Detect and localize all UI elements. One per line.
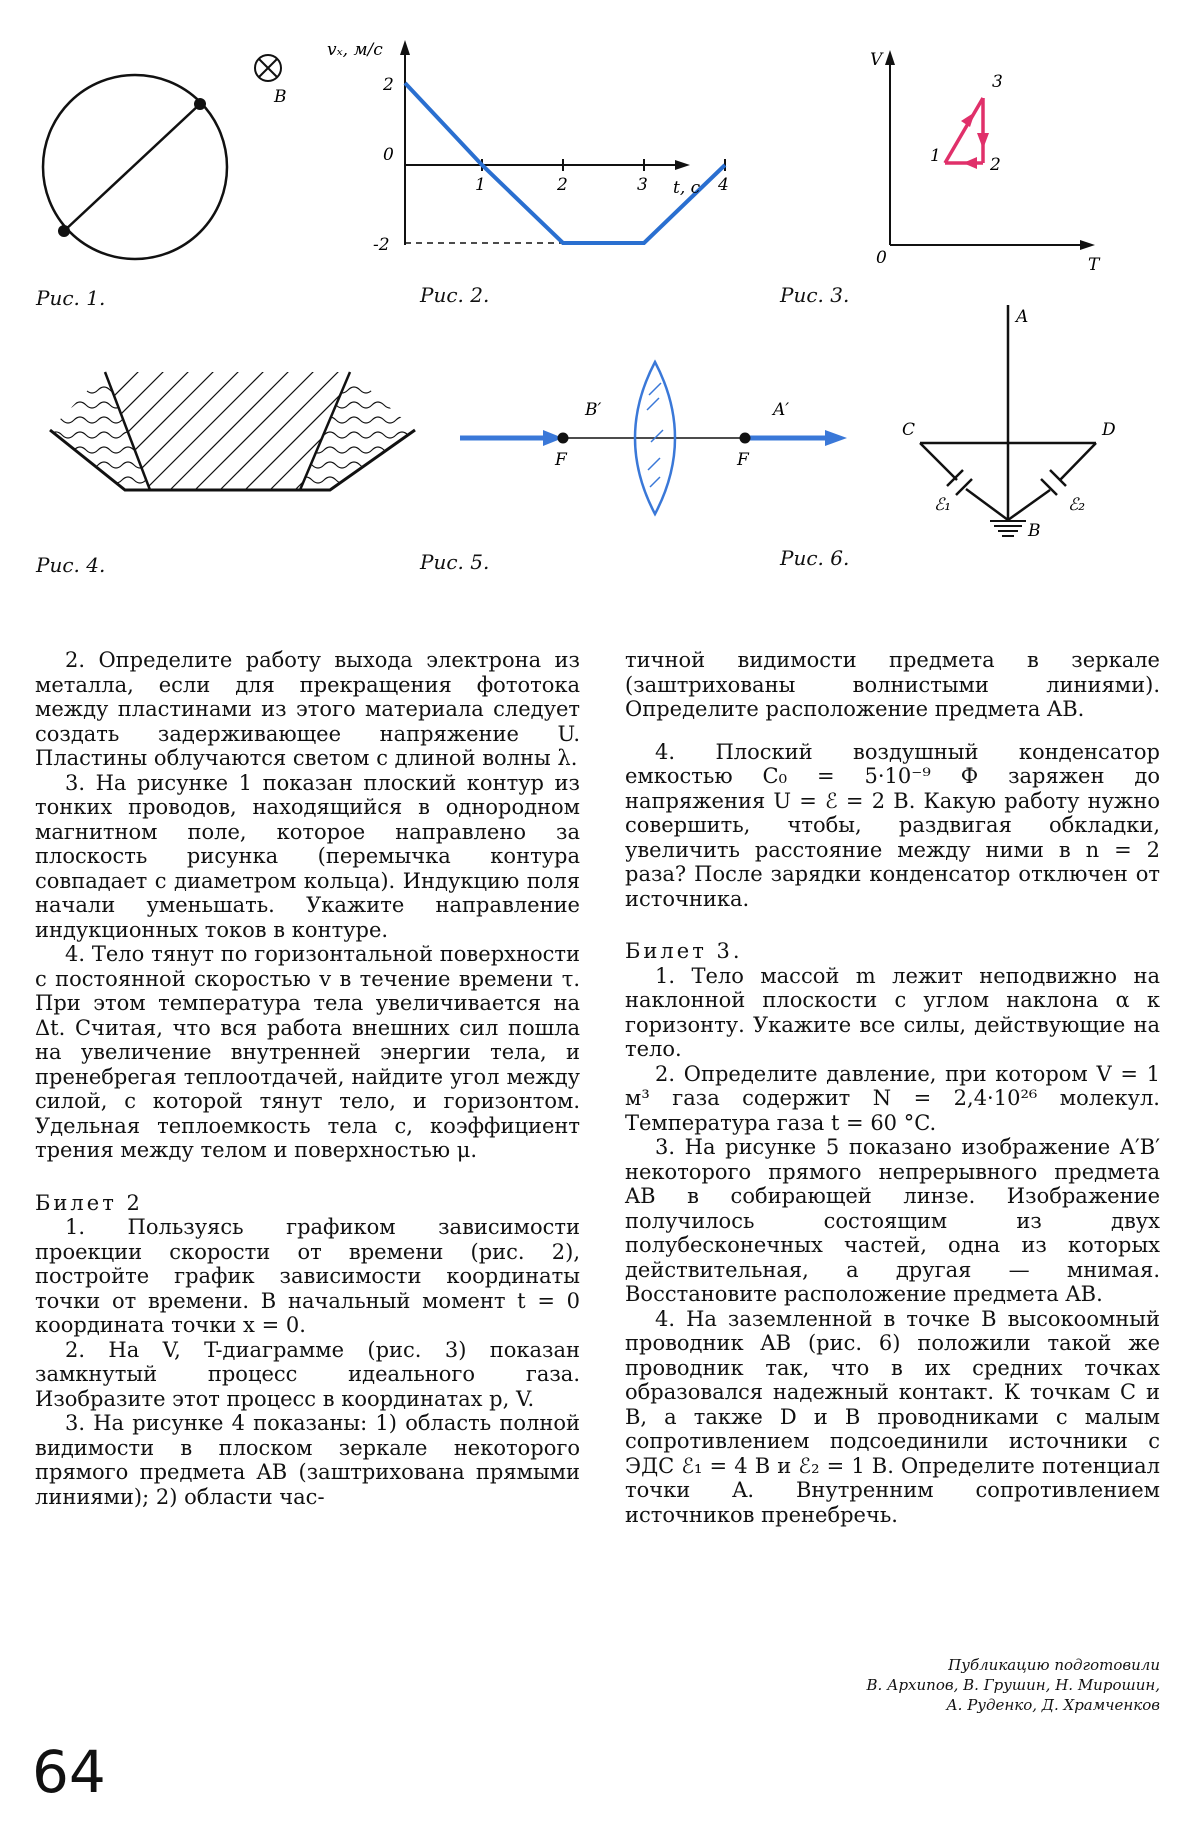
wire-d-to-b-part2 <box>1008 490 1050 520</box>
ticket-3-problem-2: 2. Определите давление, при котором V = 1 м³ газа содержит N = 2,4·10²⁶ молекул. Температура газа t = 60 °C. <box>625 1061 1160 1135</box>
y-tick-minus-2: -2 <box>373 235 390 255</box>
t-axis-label: T <box>1088 255 1100 275</box>
cycle-arrow-2-1 <box>963 157 977 169</box>
right-column <box>625 648 1160 1527</box>
label-c: C <box>902 420 916 440</box>
ticket-2-problem-2: 2. На V, T-диаграмме (рис. 3) показан замкнутый процесс идеального газа. Изобразите этот процесс в координатах p, V. <box>35 1337 580 1411</box>
credits-line-2: В. Архипов, В. Грушин, Н. Мирошин, <box>866 1676 1160 1694</box>
label-focus-left: F <box>555 450 567 470</box>
ground-icon <box>990 521 1026 536</box>
y-axis-label: vₓ, м/с <box>327 40 383 60</box>
mirror-outline <box>50 430 415 490</box>
x-axis-arrow <box>675 160 690 170</box>
wire-c-to-b-part2 <box>966 489 1008 520</box>
contact-point-bottom <box>58 225 70 237</box>
label-focus-right: F <box>737 450 749 470</box>
field-into-page-icon <box>255 55 281 81</box>
fig2-caption: Рис. 2. <box>420 283 490 307</box>
fig4-caption: Рис. 4. <box>36 553 106 577</box>
contact-point-top <box>194 98 206 110</box>
left-column <box>35 648 580 1509</box>
boundary-right <box>300 372 350 490</box>
x-tick-2: 2 <box>557 175 568 195</box>
ticket-3-heading: Билет 3. <box>625 939 743 963</box>
credits-line-3: А. Руденко, Д. Храмченков <box>946 1696 1160 1714</box>
t-axis-arrow <box>1080 240 1095 250</box>
problem-2-text: 2. Определите работу выхода электрона из металла, если для прекращения фототока между пластинами из этого материала следует создать задерживающее напряжение U. Пластины облучаются светом с длиной волны λ. <box>35 648 580 770</box>
cycle-arrow-1-3 <box>961 112 975 127</box>
field-label: B <box>274 87 287 107</box>
y-axis-arrow <box>400 40 410 55</box>
label-emf-1: ℰ₁ <box>934 495 952 515</box>
y-tick-2: 2 <box>383 75 394 95</box>
x-axis-label: t, с <box>673 178 701 198</box>
problem-3-text: 3. На рисунке 1 показан плоский контур из тонких проводов, находящийся в однородном магнитном поле, которое направлено за плоскость рисунка (перемычка контура совпадает с диаметром кольца). Индукцию поля начали уменьшать. Укажите направление индукционных токов в контуре. <box>35 770 580 942</box>
point-1-label: 1 <box>930 146 941 166</box>
label-b: B <box>1028 521 1041 541</box>
x-tick-3: 3 <box>637 175 648 195</box>
figure-5 <box>455 350 855 520</box>
page-number: 64 <box>32 1738 106 1806</box>
publication-credits <box>867 1655 1160 1715</box>
x-tick-4: 4 <box>718 175 729 195</box>
cycle-arrow-3-2 <box>977 133 989 149</box>
figure-6 <box>890 300 1150 570</box>
figure-2 <box>327 35 735 285</box>
lens-hatching <box>647 383 663 487</box>
y-tick-0: 0 <box>383 145 394 165</box>
label-d: D <box>1102 420 1116 440</box>
point-3-label: 3 <box>992 72 1003 92</box>
wire-c-to-b-part1 <box>920 443 957 480</box>
wire-d-to-b-part1 <box>1060 443 1096 480</box>
boundary-left <box>105 372 150 490</box>
label-a-prime: A′ <box>773 400 790 420</box>
label-emf-2: ℰ₂ <box>1068 495 1086 515</box>
figure-4 <box>50 360 420 520</box>
figure-3 <box>860 45 1120 275</box>
source-2-icon <box>1041 470 1066 495</box>
origin-label: 0 <box>876 248 887 268</box>
ticket-2-problem-4: 4. Плоский воздушный конденсатор емкостью C₀ = 5·10⁻⁹ Ф заряжен до напряжения U = ℰ = 2 В. Какую работу нужно совершить, чтобы, раздвигая обкладки, увеличить расстояние между ними в n = 2 раза? После зарядки конденсатор отключен от источника. <box>625 739 1160 911</box>
ticket-3-problem-1: 1. Тело массой m лежит неподвижно на наклонной плоскости с углом наклона α к горизонту. Укажите все силы, действующие на тело. <box>625 963 1160 1061</box>
ticket-2-problem-3-continued: тичной видимости предмета в зеркале (заштрихованы волнистыми линиями). Определите расположение предмета AB. <box>625 648 1160 721</box>
ticket-3-problem-3: 3. На рисунке 5 показано изображение A′B′ некоторого прямого непрерывного предмета AB в собирающей линзе. Изображение получилось состоящим из двух полубесконечных частей, одна из которых действительная, а другая — мнимая. Восстановите расположение предмета AB. <box>625 1135 1160 1306</box>
credits-line-1: Публикацию подготовили <box>948 1656 1160 1674</box>
focus-left <box>558 433 569 444</box>
gas-cycle <box>945 98 983 163</box>
x-tick-1: 1 <box>475 175 486 195</box>
label-b-prime: B′ <box>585 400 602 420</box>
ticket-3-problem-4: 4. На заземленной в точке B высокоомный проводник AB (рис. 6) положили такой же проводник так, что в их средних точках образовался надежный контакт. К точкам C и B, а также D и B проводниками с малым сопротивлением подсоединили источники с ЭДС ℰ₁ = 4 В и ℰ₂ = 1 В. Определите потенциал точки A. Внутренним сопротивлением источников пренебречь. <box>625 1306 1160 1527</box>
ticket-2-problem-1: 1. Пользуясь графиком зависимости проекции скорости от времени (рис. 2), постройте график зависимости координаты точки от времени. В начальный момент t = 0 координата точки x = 0. <box>35 1215 580 1337</box>
point-2-label: 2 <box>990 155 1001 175</box>
image-right-arrow <box>825 430 847 446</box>
fig6-caption: Рис. 6. <box>780 546 850 570</box>
problem-4-text: 4. Тело тянут по горизонтальной поверхности с постоянной скоростью v в течение времени τ. При этом температура тела увеличивается на Δt. Считая, что вся работа внешних сил пошла на увеличение внутренней энергии тела, и пренебрегая теплоотдачей, найдите угол между силой, с которой тянут тело, и горизонтом. Удельная теплоемкость тела c, коэффициент трения между телом и поверхностью μ. <box>35 942 580 1162</box>
v-axis-arrow <box>885 50 895 65</box>
full-visibility-hatching <box>0 370 440 520</box>
fig3-caption: Рис. 3. <box>780 283 850 307</box>
fig1-caption: Рис. 1. <box>36 286 106 310</box>
ticket-2-heading: Билет 2 <box>35 1190 143 1215</box>
wire-jumper <box>64 104 200 231</box>
label-a: A <box>1016 307 1029 327</box>
v-axis-label: V <box>870 50 883 70</box>
fig5-caption: Рис. 5. <box>420 550 490 574</box>
figure-1 <box>30 40 287 290</box>
ticket-2-problem-3: 3. На рисунке 4 показаны: 1) область полной видимости в плоском зеркале некоторого прямого предмета AB (заштрихована прямыми линиями); 2) области час- <box>35 1411 580 1509</box>
focus-right <box>740 433 751 444</box>
